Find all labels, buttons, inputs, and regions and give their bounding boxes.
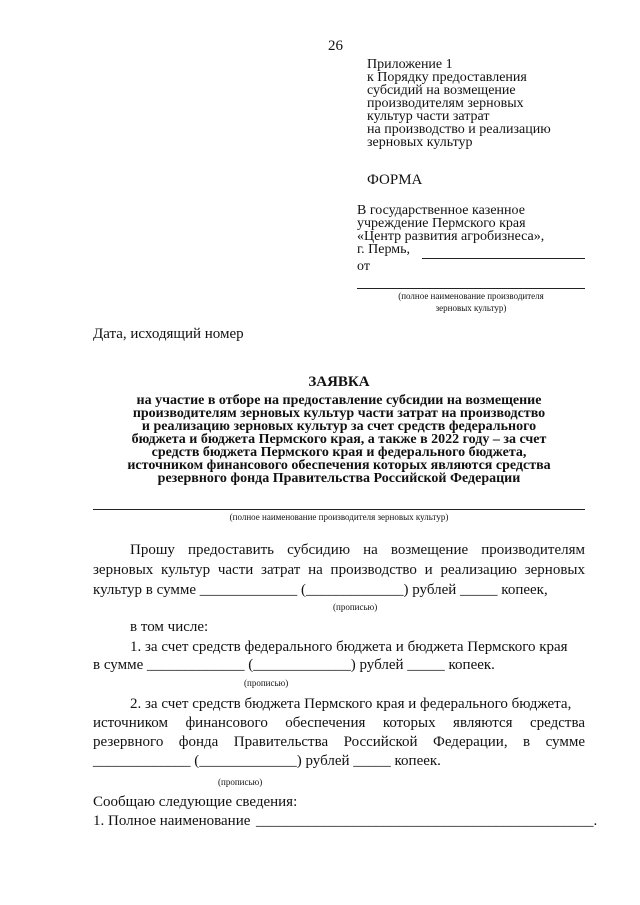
subtitle-line: на участие в отборе на предоставление субсидии на возмещение — [136, 393, 542, 408]
appendix-line: Приложение 1 — [367, 57, 453, 72]
item-2-line: источником финансового обеспечения которых являются средства — [93, 715, 585, 731]
city-blank-line — [422, 258, 585, 259]
appendix-line: к Порядку предоставления — [367, 70, 527, 85]
producer-name-caption: зерновых культур) — [435, 303, 507, 313]
producer-fullname-caption: (полное наименование производителя зерновых культур) — [229, 512, 449, 522]
addressee-line: В государственное казенное — [357, 203, 525, 218]
subtitle-line: резервного фонда Правительства Российской Федерации — [157, 471, 521, 486]
producer-name-caption: (полное наименование производителя — [398, 291, 544, 301]
including-label: в том числе: — [130, 619, 209, 635]
full-name-label: 1. Полное наименование — [93, 813, 251, 829]
request-paragraph-line: культур в сумме _____________ (_____________) рублей _____ копеек, — [93, 582, 548, 598]
item-1-line: 1. за счет средств федерального бюджета и бюджета Пермского края — [130, 639, 568, 655]
addressee-line: г. Пермь, — [357, 242, 411, 257]
addressee-line: «Центр развития агробизнеса», — [357, 229, 545, 244]
info-intro: Сообщаю следующие сведения: — [93, 794, 298, 810]
appendix-line: культур части затрат — [367, 109, 490, 124]
item-2-line: 2. за счет средств бюджета Пермского края и федерального бюджета, — [130, 696, 572, 712]
appendix-line: зерновых культур — [367, 135, 473, 150]
subtitle-line: бюджета и бюджета Пермского края, а также в 2022 году – за счет — [131, 432, 547, 447]
item-2-line: _____________ (_____________) рублей _____ копеек. — [93, 753, 441, 769]
subtitle-line: и реализацию зерновых культур за счет средств федерального — [141, 419, 537, 434]
producer-name-line — [357, 288, 585, 289]
appendix-line: субсидий на возмещение — [367, 83, 516, 98]
request-paragraph-line: Прошу предоставить субсидию на возмещение производителям — [130, 542, 585, 558]
item-2-line: резервного фонда Правительства Российской Федерации, в сумме — [93, 734, 585, 750]
application-title: ЗАЯВКА — [308, 374, 370, 390]
producer-fullname-line — [93, 509, 585, 510]
in-words-caption: (прописью) — [218, 777, 263, 787]
item-1-line: в сумме _____________ (_____________) рублей _____ копеек. — [93, 657, 495, 673]
request-paragraph-line: зерновых культур части затрат на производство и реализацию зерновых — [93, 562, 585, 578]
subtitle-line: производителям зерновых культур части затрат на производство — [132, 406, 546, 421]
page-number: 26 — [328, 38, 343, 54]
from-label: от — [357, 259, 370, 274]
in-words-caption: (прописью) — [333, 602, 378, 612]
form-label: ФОРМА — [367, 172, 423, 188]
in-words-caption: (прописью) — [244, 678, 289, 688]
appendix-line: на производство и реализацию — [367, 122, 551, 137]
appendix-line: производителям зерновых — [367, 96, 524, 111]
full-name-value: _____________________________________________. — [256, 813, 598, 829]
addressee-line: учреждение Пермского края — [357, 216, 526, 231]
subtitle-line: источником финансового обеспечения которых являются средства — [127, 458, 551, 473]
subtitle-line: средств бюджета Пермского края и федерального бюджета, — [151, 445, 527, 460]
date-number-label: Дата, исходящий номер — [93, 326, 244, 342]
